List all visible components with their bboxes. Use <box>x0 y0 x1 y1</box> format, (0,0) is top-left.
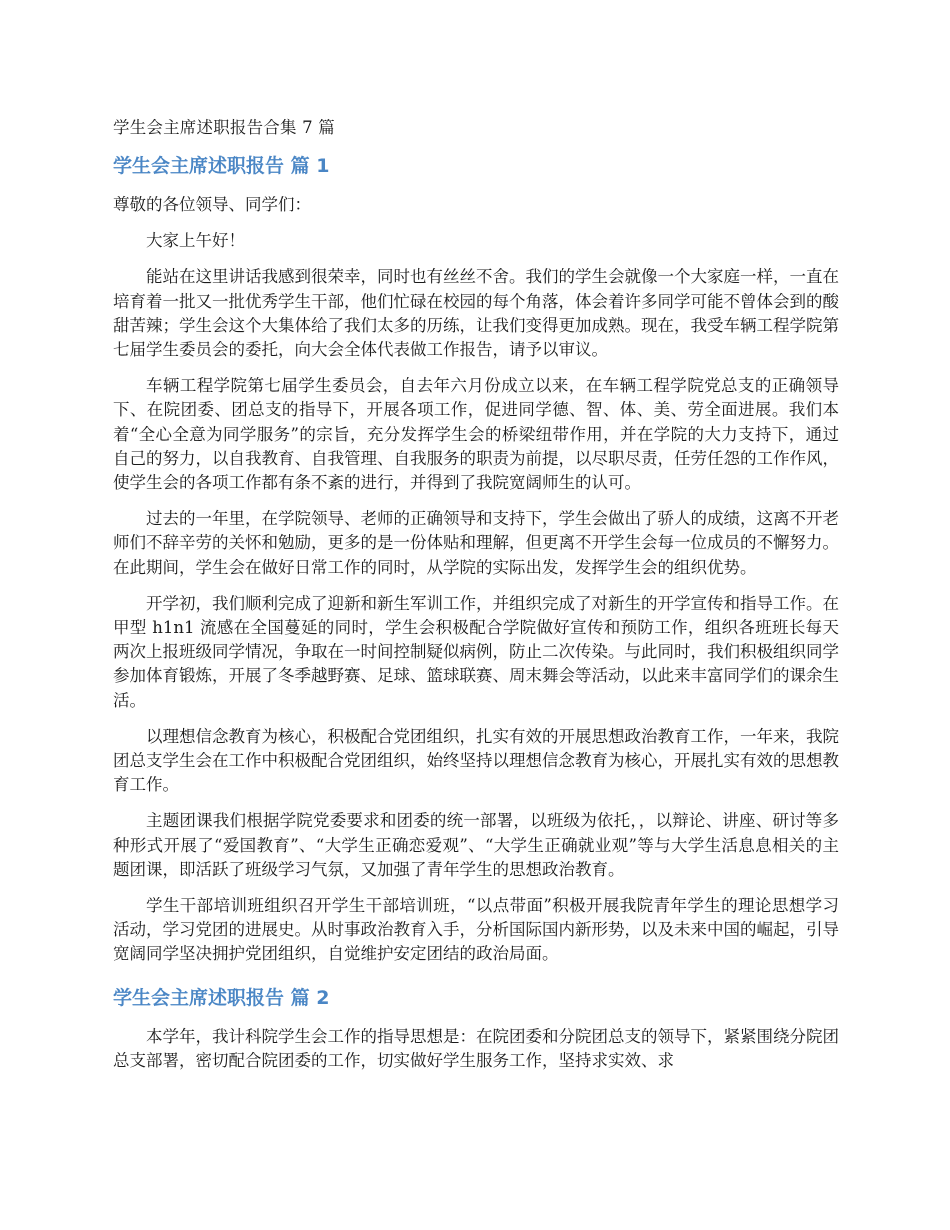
paragraph: 本学年，我计科院学生会工作的指导思想是：在院团委和分院团总支的领导下，紧紧围绕分院团总支部署，密切配合院团委的工作，切实做好学生服务工作，坚持求实效、求 <box>113 1026 839 1070</box>
paragraph: 过去的一年里，在学院领导、老师的正确领导和支持下，学生会做出了骄人的成绩，这离不开老师们不辞辛劳的关怀和勉励，更多的是一份体贴和理解，但更离不开学生会每一位成员的不懈努力。在此期间，学生会在做好日常工作的同时，从学院的实际出发，发挥学生会的组织优势。 <box>113 509 839 577</box>
paragraph: 主题团课我们根据学院党委要求和团委的统一部署，以班级为依托，，以辩论、讲座、研讨等多种形式开展了“爱国教育”、“大学生正确恋爱观”、“大学生正确就业观”等与大学生活息息相关的主题团课，即活跃了班级学习气氛，又加强了青年学生的思想政治教育。 <box>113 811 839 879</box>
section-heading-2: 学生会主席述职报告 篇 2 <box>113 986 330 1009</box>
paragraph: 车辆工程学院第七届学生委员会，自去年六月份成立以来，在车辆工程学院党总支的正确领导下、在院团委、团总支的指导下，开展各项工作，促进同学德、智、体、美、劳全面进展。我们本着“全心全意为同学服务”的宗旨，充分发挥学生会的桥梁纽带作用，并在学院的大力支持下，通过自己的努力，以自我教育、自我管理、自我服务的职责为前提，以尽职尽责，任劳任怨的工作作风，使学生会的各项工作都有条不紊的进行，并得到了我院宽阔师生的认可。 <box>113 376 839 493</box>
document-page <box>113 116 839 1085</box>
document-title: 学生会主席述职报告合集 7 篇 <box>113 118 335 137</box>
paragraph: 以理想信念教育为核心，积极配合党团组织，扎实有效的开展思想政治教育工作，一年来，我院团总支学生会在工作中积极配合党团组织，始终坚持以理想信念教育为核心，开展扎实有效的思想教育工作。 <box>113 726 839 795</box>
paragraph: 能站在这里讲话我感到很荣幸，同时也有丝丝不舍。我们的学生会就像一个大家庭一样，一直在培育着一批又一批优秀学生干部，他们忙碌在校园的每个角落，体会着许多同学可能不曾体会到的酸甜苦辣；学生会这个大集体给了我们太多的历练，让我们变得更加成熟。现在，我受车辆工程学院第七届学生委员会的委托，向大会全体代表做工作报告，请予以审议。 <box>113 267 839 360</box>
paragraph: 开学初，我们顺利完成了迎新和新生军训工作，并组织完成了对新生的开学宣传和指导工作。在甲型 h1n1 流感在全国蔓延的同时，学生会积极配合学院做好宣传和预防工作，组织各班班长每天两次上报班级同学情况，争取在一时间控制疑似病例，防止二次传染。与此同时，我们积极组织同学参加体育锻炼，开展了冬季越野赛、足球、篮球联赛、周末舞会等活动，以此来丰富同学们的课余生活。 <box>113 593 839 710</box>
section-heading-1: 学生会主席述职报告 篇 1 <box>113 155 330 177</box>
paragraph: 学生干部培训班组织召开学生干部培训班，“以点带面”积极开展我院青年学生的理论思想学习活动，学习党团的进展史。从时事政治教育入手，分析国际国内新形势，以及未来中国的崛起，引导宽阔同学坚决拥护党团组织，自觉维护安定团结的政治局面。 <box>113 896 839 964</box>
greeting: 大家上午好！ <box>146 231 245 251</box>
salutation: 尊敬的各位领导、同学们： <box>113 195 311 214</box>
